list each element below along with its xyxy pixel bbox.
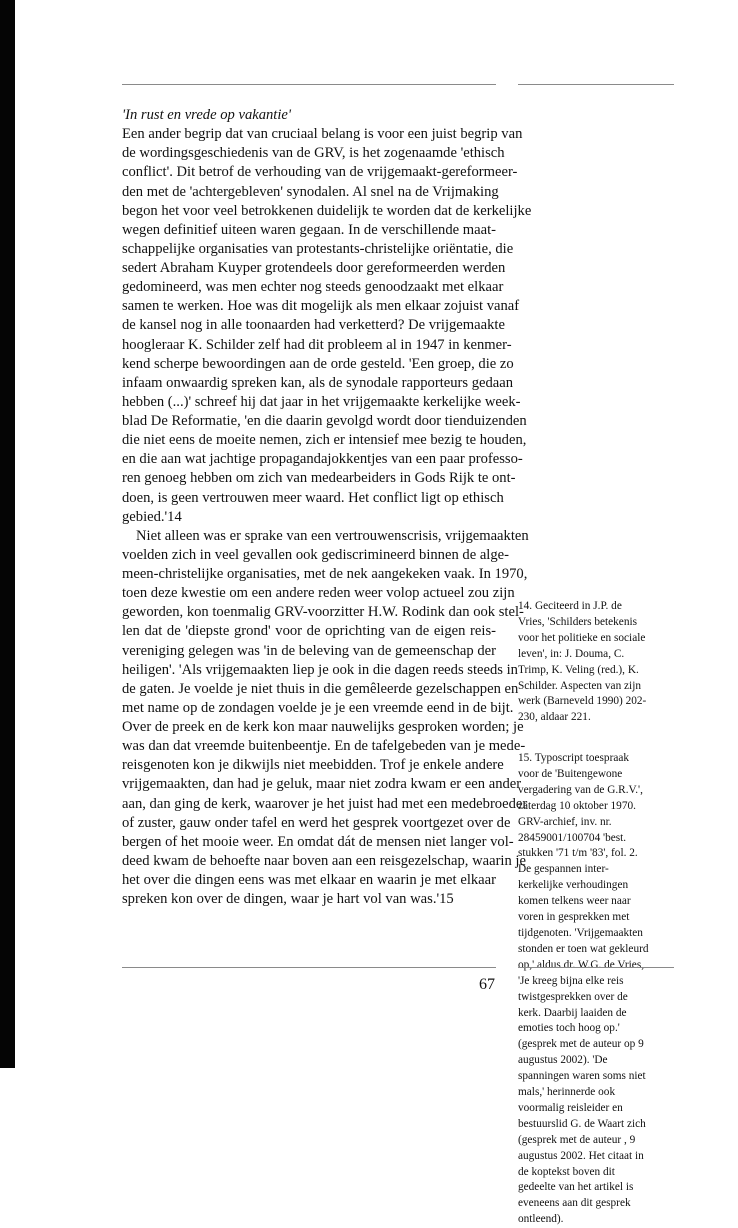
footnote-line: kerkelijke verhoudingen xyxy=(518,879,629,892)
main-text-line: de wordingsgeschiedenis van de GRV, is het zogenaamde 'ethisch xyxy=(122,145,505,162)
footnote-line: stukken '71 t/m '83', fol. 2. xyxy=(518,847,638,860)
main-text-line: sedert Abraham Kuyper grotendeels door gereformeerden werden xyxy=(122,260,506,276)
main-text-line: toen deze kwestie om een andere reden weer volop actueel zou zijn xyxy=(122,585,515,602)
main-text-line: reisgenoten kon je dikwijls niet meebidden. Trof je enkele andere xyxy=(122,757,504,774)
section-heading: 'In rust en vrede op vakantie' xyxy=(122,107,292,123)
footnote-line: voor de 'Buitengewone xyxy=(518,767,623,780)
footnote-line: augustus 2002. Het citaat in xyxy=(518,1149,644,1162)
header-rule-main xyxy=(122,84,496,85)
main-text-line: kend scherpe bewoordingen aan de orde gesteld. 'Een groep, die zo xyxy=(122,355,514,372)
footnote-line: 'Je kreeg bijna elke reis xyxy=(518,974,624,987)
main-text-line: hebben (...)' schreef hij dat jaar in het vrijgemaakte kerkelijke week- xyxy=(122,393,521,410)
main-text-line: bergen of het mooie weer. En omdat dát de mensen niet langer vol- xyxy=(122,833,514,850)
footnote-line: GRV-archief, inv. nr. xyxy=(518,815,612,828)
main-text-line: vereniging gelegen was 'in de beleving van de gemeenschap der xyxy=(122,642,496,659)
footer-rule-main xyxy=(122,967,496,968)
footnote-line: twistgesprekken over de xyxy=(518,990,628,1003)
main-text-line: begon het voor veel betrokkenen duidelijk te worden dat de kerkelijke xyxy=(122,202,532,219)
main-text-line: die niet eens de moeite nemen, zich er intensief mee bezig te houden, xyxy=(122,432,527,449)
footnote-line: tijdgenoten. 'Vrijgemaakten xyxy=(518,926,643,939)
page-spine-shadow xyxy=(0,0,15,1068)
main-text-line: heiligen'. 'Als vrijgemaakten liep je ook in die dagen reeds steeds in xyxy=(122,661,518,678)
main-body xyxy=(122,125,532,909)
main-text-line: conflict'. Dit betrof de verhouding van de vrijgemaakt-gereformeer- xyxy=(122,164,518,181)
main-text-line: meen-christelijke organisaties, met de nek aangekeken vaak. In 1970, xyxy=(122,566,528,582)
main-text-line: gebied.'14 xyxy=(122,508,182,525)
main-text-line: met name op de zondagen voelde je je een vreemde eend in de bijt. xyxy=(122,699,514,716)
footnote-14-body xyxy=(518,599,683,726)
footnote-line: stonden er toen wat gekleurd xyxy=(518,942,649,955)
footnote-line: bestuurslid G. de Waart zich xyxy=(518,1117,646,1130)
footnote-line: voren in gesprekken met xyxy=(518,911,630,924)
footnote-line: werk (Barneveld 1990) 202- xyxy=(518,695,647,708)
footnote-line: (gesprek met de auteur op 9 xyxy=(518,1038,644,1051)
footer-rule-margin xyxy=(518,967,674,968)
main-text-line: vrijgemaakten, dan had je geluk, maar niet zodra kwam er een ander xyxy=(122,776,522,793)
footnote-line: ontleend). xyxy=(518,1213,564,1226)
footnote-line: gedeelte van het artikel is xyxy=(518,1181,634,1194)
footnote-15 xyxy=(518,751,683,1228)
footnote-line: voor het politieke en sociale xyxy=(518,631,646,644)
main-text-line: gedomineerd, was men echter nog steeds genoodzaakt met elkaar xyxy=(122,279,504,296)
footnote-line: zaterdag 10 oktober 1970. xyxy=(518,799,636,812)
footnote-line: leven', in: J. Douma, C. xyxy=(518,647,625,660)
main-text-line: Niet alleen was er sprake van een vertrouwenscrisis, vrijgemaakten xyxy=(136,527,529,544)
main-text-line: of zuster, gauw onder tafel en werd het gesprek voortgezet over de xyxy=(122,814,511,831)
main-text-line: spreken kon over de dingen, waar je hart vol van was.'15 xyxy=(122,891,454,908)
footnote-line: Schilder. Aspecten van zijn xyxy=(518,679,641,692)
main-text-line: de kansel nog in alle toonaarden had verketterd? De vrijgemaakte xyxy=(122,317,505,334)
main-text-line: len dat de 'diepste grond' voor de oprichting van de eigen reis- xyxy=(122,623,496,640)
main-text-line: Een ander begrip dat van cruciaal belang is voor een juist begrip van xyxy=(122,126,523,143)
footnote-line: De gespannen inter- xyxy=(518,863,609,876)
footnote-14 xyxy=(518,599,683,726)
main-text-line: den met de 'achtergebleven' synodalen. Al snel na de Vrijmaking xyxy=(122,183,499,200)
footnote-line: emoties toch hoog op.' xyxy=(518,1022,620,1035)
main-text-line: doen, is geen vertrouwen meer waard. Het conflict ligt op ethisch xyxy=(122,489,504,506)
main-text-line: blad De Reformatie, 'en die daarin gevolgd wordt door tienduizenden xyxy=(122,413,527,429)
footnote-line: (gesprek met de auteur , 9 xyxy=(518,1133,636,1146)
main-text-line: Over de preek en de kerk kon maar nauwelijks gesproken worden; je xyxy=(122,719,524,735)
main-text-line: ren genoeg hebben om zich van medearbeiders in Gods Rijk te ont- xyxy=(122,470,516,487)
main-text-line: en die aan wat jachtige propagandajokkentjes van een paar professo- xyxy=(122,451,523,468)
main-text-column xyxy=(122,106,532,909)
footnote-15-body xyxy=(518,751,683,1228)
main-text-line: het over die dingen eens was met elkaar en waarin je met elkaar xyxy=(122,872,496,888)
footnote-line: spanningen waren soms niet xyxy=(518,1070,646,1083)
footnote-line: 15. Typoscript toespraak xyxy=(518,752,630,764)
footnote-line: mals,' herinnerde ook xyxy=(518,1086,616,1099)
main-text-line: wegen definitief uiteen waren gegaan. In de verschillende maat- xyxy=(122,221,496,238)
footnote-line: Vries, 'Schilders betekenis xyxy=(518,615,638,628)
main-text-line: de gaten. Je voelde je niet thuis in die gemêleerde gezelschappen en xyxy=(122,680,519,697)
main-text-line: geworden, kon toenmalig GRV-voorzitter H.W. Rodink dan ook stel- xyxy=(122,604,524,621)
footnote-line: 230, aldaar 221. xyxy=(518,711,591,724)
footnote-line: kerk. Daarbij laaiden de xyxy=(518,1006,627,1019)
main-text-line: schappelijke organisaties van protestants-christelijke oriëntatie, die xyxy=(122,240,514,257)
footnote-line: 14. Geciteerd in J.P. de xyxy=(518,600,622,612)
main-text-line: deed kwam de behoefte naar boven aan een reisgezelschap, waarin je xyxy=(122,852,526,869)
main-text-line: was dan dat vreemde buitenbeentje. En de tafelgebeden van je mede- xyxy=(122,738,526,755)
main-text-line: samen te werken. Hoe was dit mogelijk als men elkaar zojuist vanaf xyxy=(122,298,520,315)
footnote-line: augustus 2002). 'De xyxy=(518,1054,608,1067)
footnote-line: vergadering van de G.R.V.', xyxy=(518,783,643,796)
footnote-line: eveneens aan dit gesprek xyxy=(518,1197,631,1210)
main-text-line: voelden zich in veel gevallen ook gediscrimineerd binnen de alge- xyxy=(122,546,509,563)
footnote-line: komen telkens weer naar xyxy=(518,895,631,908)
footnote-line: Trimp, K. Veling (red.), K. xyxy=(518,663,639,676)
main-text-line: infaam onwaardig spreken kan, als de synodale rapporteurs gedaan xyxy=(122,374,514,391)
header-rule-margin xyxy=(518,84,674,85)
page-number: 67 xyxy=(479,976,495,993)
main-text-line: aan, dan ging de kerk, waarover je het juist had met een medebroeder xyxy=(122,795,528,812)
footnote-line: op,' aldus dr. W.G. de Vries, xyxy=(518,958,645,971)
main-text-line: hoogleraar K. Schilder zelf had dit probleem al in 1947 in kenmer- xyxy=(122,336,512,353)
footnote-line: 28459001/100704 'best. xyxy=(518,831,627,844)
footnote-line: de koptekst boven dit xyxy=(518,1165,615,1178)
footnote-line: voormalig reisleider en xyxy=(518,1101,623,1114)
